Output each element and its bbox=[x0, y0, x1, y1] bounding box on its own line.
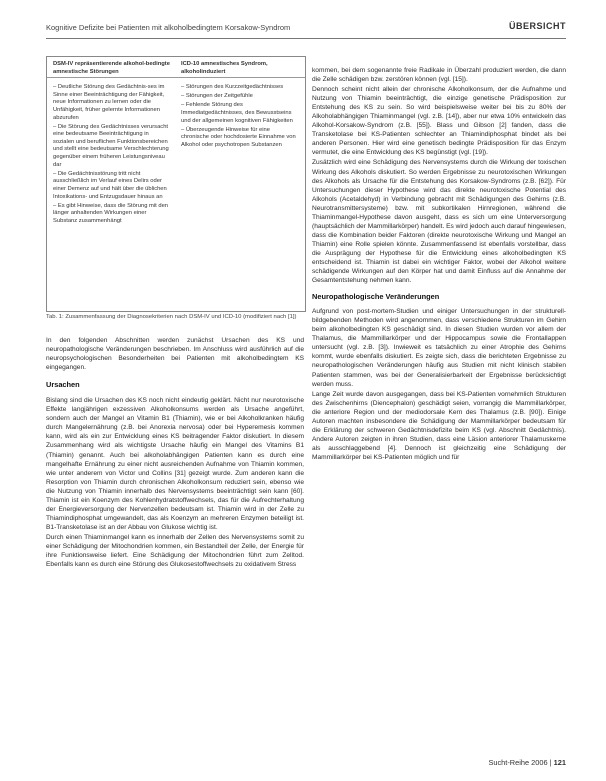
section-heading-causes: Ursachen bbox=[46, 380, 80, 390]
table-item: – Es gibt Hinweise, dass die Störung mit den länger anhaltenden Wirkungen einer Substanz zusammenhängt bbox=[53, 202, 169, 224]
paragraph: Aufgrund von post-mortem-Studien und einiger Untersuchungen in der strukturell-bildgebenden Methoden wird angenommen, dass verschiedene Strukturen im Gehirn beim alkoholbedingten KS geschädigt sind. In diesen Studien wurden vor allem der Thalamus, die Mammillarkörper und der Hippocampus sowie die Frontallappen untersucht (vgl. z.B. [3]). Inwieweit es tatsächlich zu einer Atrophie des Gehirns kommt, wurde ebenfalls diskutiert. Es zeigte sich, dass die berichteten Ergebnisse zu neuropathologischen Veränderungen häufig aus Studien mit nicht klinisch stabilen Patienten stammen, was bei der Generalisierbarkeit der Ergebnisse berücksichtigt werden muss. bbox=[312, 308, 566, 388]
journal-name: Sucht-Reihe 2006 bbox=[488, 758, 548, 767]
section-label: ÜBERSICHT bbox=[508, 21, 566, 31]
table-item: – Störungen des Kurzzeitgedächtnisses bbox=[181, 84, 284, 91]
page-footer bbox=[488, 758, 566, 767]
left-column bbox=[46, 336, 304, 570]
footer-separator: | bbox=[549, 758, 554, 767]
table-item: – Fehlende Störung des Immediatgedächtnisses, des Bewusstseins und der allgemeinen kognitiven Fähigkeiten bbox=[181, 102, 293, 124]
paragraph: Lange Zeit wurde davon ausgegangen, dass bei KS-Patienten vornehmlich Strukturen des Zwischenhirns (Diencephalon) geschädigt seien, vorrangig die Mammillarkörper, die anteriore Region und der mediodorsale Kern des Thalamus (z.B. [90]). Einige Autoren machten insbesondere die Schädigung der Mammillarkörper bedeutsam für die Erklärung der schweren Gedächtnisdefizite beim KS (vgl. Abschnitt Gedächtnis). Andere Autoren zeigten in ihren Studien, dass eine Läsion anteriorer Thalamuskerne als ausschlaggebend [4]. Dennoch ist gleichzeitig eine Schädigung der Mammillarkörper bei KS-Patienten möglich und für bbox=[312, 390, 566, 461]
paragraph: In den folgenden Abschnitten werden zunächst Ursachen des KS und neuropathologische Veränderungen beschrieben. Im Anschluss wird ausführlich auf die neuropsychologischen Besonderheiten bei Patienten mit alkoholbedingtem KS eingegangen. bbox=[46, 337, 304, 372]
table-caption: Tab. 1: Zusammenfassung der Diagnosekriterien nach DSM-IV und ICD-10 (modifiziert nach [1]) bbox=[46, 314, 297, 320]
table-column-icd bbox=[181, 61, 299, 151]
table-heading-icd: ICD-10 amnestisches Syndrom, alkoholinduziert bbox=[181, 61, 268, 75]
paragraph: kommen, bei dem sogenannte freie Radikale in Überzahl produziert werden, die dann die Zelle schädigen bzw. zerstören können (vgl. [15]). bbox=[312, 67, 566, 84]
right-column bbox=[312, 66, 566, 463]
paragraph: Bislang sind die Ursachen des KS noch nicht eindeutig geklärt. Nicht nur neurotoxische Effekte langjährigen exzessiven Alkoholkonsums werden als Ursache angeführt, sondern auch der Mangel an Vitamin B1 (Thiamin), wie er bei Alkoholkranken häufig durch Mangelernährung (z.B. bei Anorexia nervosa) oder bei Hyperemesis kommen kann, wird als ein zur Entwicklung eines KS beitragender Faktor diskutiert. In diesem Zusammenhang wird als wichtigste Ursache häufig ein Mangel des Vitamins B1 (Thiamin) genannt. Auch bei alkoholabhängigen Patienten kann es durch eine mangelhafte Ernährung zu einer nicht ausreichenden Aufnahme von Thiamin kommen, wie unter anderem von Victor und Collins [31] gezeigt wurde. Zum anderen kann die Resorption von Thiamin durch chronischen Alkoholkonsum reduziert sein, ebenso wie die Nutzung von Thiamin innerhalb des Nervensystems beeinträchtigt sein kann [60]. Thiamin ist ein Koenzym des Kohlenhydratstoffwechsels, das für die Aufrechterhaltung der Energieversorgung der Nervenzellen bedeutsam ist. Thiamin wird in der Zelle zu Thiamindiphosphat umgewandelt, das als Koenzym an mehreren Enzymen beteiligt ist. B1-Transketolase ist an der Abbau von Glukose wichtig ist. bbox=[46, 397, 304, 531]
section-heading-neuropathology: Neuropathologische Veränderungen bbox=[312, 292, 440, 302]
table-column-dsm bbox=[53, 61, 171, 227]
paragraph: Dennoch scheint nicht allein der chronische Alkoholkonsum, der die Aufnahme und Nutzung von Thiamin beeinträchtigt, die einzige genetische Prädisposition zur Entstehung des KS zu sein. So wird beispielsweise weiter bei bis zu 80% der Alkoholabhängigen Thiaminmangel (vgl. z.B. [14]), aber nur etwa 10% entwickeln das Alkohol-Korsakow-Syndrom (z.B. [55]). Blass und Gibson [2] fanden, dass die Transketolase bei KS-Patienten schlechter an Thiamindiphosphat bindet als bei anderen Personen. Hier wird eine genetisch bedingte Prädisposition für das Enzym vermutet, die eine Entwicklung des KS begünstigt (vgl. [19]). bbox=[312, 86, 566, 157]
paragraph: Durch einen Thiaminmangel kann es innerhalb der Zellen des Nervensystems somit zu einer Schädigung der Mitochondrien kommen, ein Bestandteil der Zelle, der Energie für ihre Funktionsweise liefert. Eine Schädigung der Mitochondrien führt zum Zelltod. Ebenfalls kann es durch eine Störung des Glukosestoffwechsels zu oxidativem Stress bbox=[46, 533, 304, 569]
page-number: 121 bbox=[553, 758, 566, 767]
table-item: – Überzeugende Hinweise für eine chronische oder hochdosierte Einnahme von Alkohol oder psychotropen Substanzen bbox=[181, 126, 296, 148]
running-title: Kognitive Defizite bei Patienten mit alkoholbedingtem Korsakow-Syndrom bbox=[46, 23, 291, 32]
table-heading-dsm: DSM-IV repräsentierende alkohol-bedingte amnestische Störungen bbox=[53, 61, 170, 75]
criteria-table bbox=[46, 56, 306, 312]
table-item: – Die Gedächtnisstörung tritt nicht ausschließlich im Verlauf eines Delirs oder einer Demenz auf und hält über die üblichen Intoxikations- und Entzugsdauer hinaus an bbox=[53, 170, 167, 200]
table-item: – Die Störung des Gedächtnisses verursacht eine bedeutsame Beeinträchtigung in sozialen und beruflichen Funktionsbereichen und stellt eine bedeutsame Verschlechterung gegenüber einem früheren Leistungsniveau dar bbox=[53, 123, 169, 168]
table-item: – Störungen der Zeitgefühle bbox=[181, 93, 253, 100]
table-header-rule bbox=[47, 77, 305, 78]
header-divider bbox=[46, 38, 566, 39]
paragraph: Zusätzlich wird eine Schädigung des Nervensystems durch die Wirkung der toxischen Wirkung des Alkohols diskutiert. So werden Ergebnisse zu neurotoxischen Wirkungen des Alkohols als Ursache für die Entstehung des Korsakow-Syndroms (z.B. [62]). Für Untersuchungen dieser Hypothese wird das direkte neurotoxische Potential des Alkohols (Acetaldehyd) in Verbindung gebracht mit Schädigungen des Gehirns (z.B. Neurotransmittersysteme) bzw. mit subkortikalen Hirnregionen, während die Thiaminmangel-Hypothese davon ausgeht, dass es sich um eine Unterversorgung (hauptsächlich der Mammillarkörper) handelt. Es wird jedoch auch darauf hingewiesen, dass die Kombination beider Faktoren (direkte neurotoxische Wirkung und Mangel an Thiamin) eine Rolle spielen könnte. Zusammenfassend ist ebenfalls vorstellbar, dass die Ausprägung der Hypothese für die Entwicklung eines alkoholbedingten KS entscheidend ist. Thiamin ist dabei ein wichtiger Faktor, wobei der Alkohol weitere schädigende Wirkungen auf den Körper hat und damit Einfluss auf die Annahme der Gesamtentstehung nehmen kann. bbox=[312, 159, 566, 285]
running-header bbox=[46, 20, 566, 36]
table-item: – Deutliche Störung des Gedächtnis-ses im Sinne einer Beeinträchtigung der Fähigkeit, neue Informationen zu lernen oder die Unfähigkeit, früher gelernte Informationen abzurufen bbox=[53, 84, 165, 121]
